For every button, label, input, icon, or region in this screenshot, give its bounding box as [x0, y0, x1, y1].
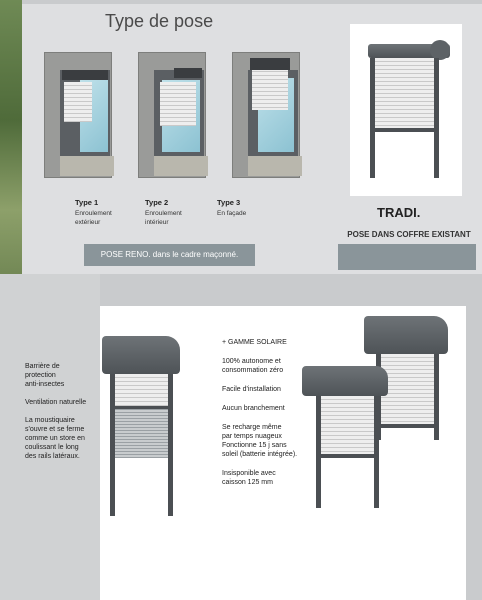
solaire-texts: + GAMME SOLAIRE 100% autonome et consommation zéro Facile d'installation Aucun branchement Se recharge même par temps nuageux Fonctionne 15 j sans soleil (batterie intégrée). Insisponible avec caisson 125 mm — [222, 339, 298, 486]
shutter-type-2-icon — [138, 52, 206, 178]
type-2-desc: Enroulement intérieur — [145, 210, 182, 226]
type-2-label: Type 2 — [145, 198, 169, 207]
moustiquaire-texts: Barrière de protection anti-insectes Ventilation naturelle La moustiquaire s'ouvre et se ferme comme un store en coulissant le long des rails latéraux. — [25, 363, 87, 460]
pose-reno-bar: POSE RENO. dans le cadre maçonné. — [84, 244, 255, 266]
page-title: Type de pose — [105, 11, 214, 31]
type-1-label: Type 1 — [75, 198, 99, 207]
tradi-title: TRADI. — [377, 205, 421, 220]
tradi-shutter-icon — [366, 40, 456, 180]
tradi-bar — [338, 244, 476, 270]
type-3-desc: En façade — [217, 210, 247, 217]
shutter-type-3-icon — [232, 52, 300, 178]
shutter-type-1-icon — [44, 52, 112, 178]
tradi-subtitle: POSE DANS COFFRE EXISTANT — [347, 230, 471, 239]
insect-screen-icon — [102, 336, 186, 516]
type-1-desc: Enroulement extérieur — [75, 210, 112, 226]
solar-shutter-icon — [302, 316, 452, 512]
type-3-label: Type 3 — [217, 198, 241, 207]
